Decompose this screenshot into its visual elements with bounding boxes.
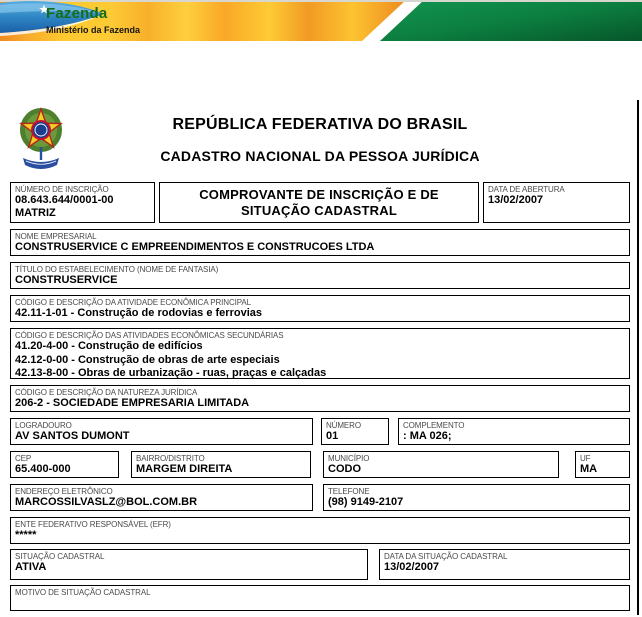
field-value-tipo: MATRIZ [15,207,56,219]
field-bairro [131,451,311,478]
row-endereco [10,418,630,445]
field-logradouro [10,418,313,445]
row-titulo-estabelecimento [10,262,630,289]
field-municipio [323,451,559,478]
field-label: ENTE FEDERATIVO RESPONSÁVEL (EFR) [15,520,171,529]
row-inscricao [10,182,630,223]
field-value: MA [580,463,598,475]
row-situacao [10,549,630,580]
field-atividades-secundarias [10,328,630,379]
document-title: REPÚBLICA FEDERATIVA DO BRASIL [172,116,468,133]
field-value: (98) 9149-2107 [328,496,404,508]
cnpj-document [10,100,630,617]
field-complemento [398,418,630,445]
field-value: 13/02/2007 [488,194,544,206]
field-value: 65.400-000 [15,463,71,475]
field-label: MUNICÍPIO [328,454,370,463]
field-value: 01 [326,430,339,442]
field-nome-empresarial [10,229,630,256]
field-atividade-principal [10,295,630,322]
field-label: BAIRRO/DISTRITO [136,454,205,463]
field-value-line: 42.13-8-00 - Obras de urbanização - ruas, praças e calçadas [15,367,327,379]
field-label: NÚMERO DE INSCRIÇÃO [15,185,109,194]
row-atividades-secundarias [10,328,630,379]
document-header [10,100,630,182]
comprovante-line1: COMPROVANTE DE INSCRIÇÃO E DE [199,186,439,202]
field-label: LOGRADOURO [15,421,72,430]
row-cep-bairro [10,451,630,478]
field-label: COMPLEMENTO [403,421,465,430]
row-contato [10,484,630,511]
field-label: NOME EMPRESARIAL [15,232,97,241]
field-numero [321,418,389,445]
brazil-coat-of-arms-icon [17,103,65,173]
field-endereco-eletronico [10,484,313,511]
field-value: 08.643.644/0001-00 [15,194,114,206]
field-numero-inscricao [10,182,155,223]
field-data-situacao [379,549,630,580]
field-value: CONSTRUSERVICE C EMPREENDIMENTOS E CONSTRUCOES LTDA [15,241,375,253]
document-subtitle: CADASTRO NACIONAL DA PESSOA JURÍDICA [160,148,480,164]
field-value: AV SANTOS DUMONT [15,430,130,442]
field-value: ***** [15,529,37,541]
field-label: NÚMERO [326,421,361,430]
row-efr [10,517,630,544]
field-label: UF [580,454,591,463]
field-data-abertura [483,182,630,223]
field-label: SITUAÇÃO CADASTRAL [15,552,105,561]
field-label: DATA DE ABERTURA [488,185,565,194]
field-telefone [323,484,630,511]
field-value: MARGEM DIREITA [136,463,233,475]
field-efr [10,517,630,544]
field-titulo-estabelecimento [10,262,630,289]
field-label: CÓDIGO E DESCRIÇÃO DAS ATIVIDADES ECONÔMICAS SECUNDÁRIAS [15,331,284,340]
field-natureza-juridica [10,385,630,412]
fazenda-wordmark: Fazenda [46,5,108,22]
field-value-line: 41.20-4-00 - Construção de edifícios [15,340,203,352]
field-value: CODO [328,463,361,475]
field-comprovante-title [159,182,479,223]
field-label: TÍTULO DO ESTABELECIMENTO (NOME DE FANTASIA) [15,265,219,274]
row-natureza-juridica [10,385,630,412]
fazenda-banner [0,0,642,41]
field-label: DATA DA SITUAÇÃO CADASTRAL [384,552,508,561]
row-nome-empresarial [10,229,630,256]
fazenda-logo-text [46,5,140,35]
field-value: MARCOSSILVASLZ@BOL.COM.BR [15,496,198,508]
field-value: CONSTRUSERVICE [15,274,118,286]
row-atividade-principal [10,295,630,322]
field-label: CEP [15,454,32,463]
document-right-border [637,100,639,615]
field-value: : MA 026; [403,430,452,442]
ministry-label: Ministério da Fazenda [46,25,141,35]
field-situacao-cadastral [10,549,368,580]
row-motivo-situacao [10,585,630,611]
field-label: MOTIVO DE SITUAÇÃO CADASTRAL [15,588,151,597]
field-value: 42.11-1-01 - Construção de rodovias e ferrovias [15,307,262,319]
field-value: 13/02/2007 [384,561,440,573]
field-value: ATIVA [15,561,47,573]
comprovante-line2: SITUAÇÃO CADASTRAL [241,202,397,218]
field-label: CÓDIGO E DESCRIÇÃO DA ATIVIDADE ECONÔMICA PRINCIPAL [15,298,251,307]
field-cep [10,451,119,478]
field-uf [575,451,630,478]
field-motivo-situacao [10,585,630,611]
field-value: 206-2 - SOCIEDADE EMPRESARIA LIMITADA [15,397,250,409]
field-label: TELEFONE [328,487,370,496]
field-value-line: 42.12-0-00 - Construção de obras de arte especiais [15,353,280,366]
field-label: CÓDIGO E DESCRIÇÃO DA NATUREZA JURÍDICA [15,388,198,397]
field-label: ENDEREÇO ELETRÔNICO [15,487,113,496]
